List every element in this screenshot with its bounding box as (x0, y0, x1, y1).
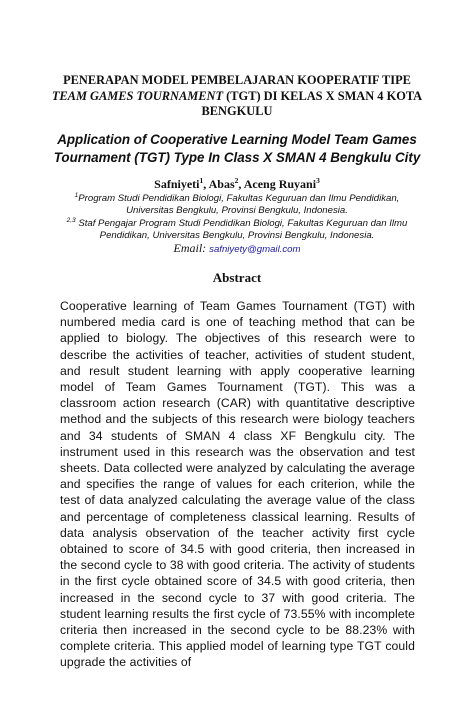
title-line-3: BENGKULU (201, 104, 273, 119)
affiliation-text: Program Studi Pendidikan Biologi, Fakultas Keguruan dan Ilmu Pendidikan, (78, 193, 400, 204)
affiliation-superscript: 1 (74, 191, 79, 199)
author-list (40, 177, 434, 192)
affiliation-1 (40, 193, 434, 218)
english-title-line-1: Application of Cooperative Learning Model Team Games (57, 132, 417, 147)
author-name: Abas (208, 177, 235, 191)
author-name: Safniyeti (154, 177, 200, 191)
author-separator: , (203, 177, 209, 191)
paper-title-english (48, 131, 426, 166)
affiliation-2-line-1 (40, 218, 434, 230)
author-superscript: 2 (234, 176, 239, 185)
title-line-2-italic: TEAM GAMES TOURNAMENT (51, 88, 224, 103)
author-name: Aceng Ruyani (243, 177, 317, 191)
affiliation-2 (40, 218, 434, 243)
email-address-link[interactable]: safniyety@gmail.com (209, 244, 301, 255)
title-line-1: PENERAPAN MODEL PEMBELAJARAN KOOPERATIF TIPE (63, 73, 411, 87)
affiliation-1-line-1 (40, 193, 434, 205)
title-line-2-rest: (TGT) DI KELAS X SMAN 4 KOTA (223, 88, 423, 103)
abstract-heading: Abstract (212, 270, 262, 285)
author-superscript: 3 (316, 176, 320, 185)
abstract-body: Cooperative learning of Team Games Tournament (TGT) with numbered media card is one of teaching method that can be applied to biology. The objectives of this research were to describe the activities of teacher, activities of student student, and result student learning with apply cooperative learning model of Team Games Tournament (TGT). This was a classroom action research (CAR) with quantitative descriptive method and the subjects of this research were biology teachers and 34 students of SMAN 4 class XF Bengkulu city. The instrument used in this research was the observation and test sheets. Data collected were analyzed by calculating the average and specifies the range of values for each criterion, while the test of data analyzed calculating the average value of the class and percentage of completeness classical learning. Results of data analysis observation of the teacher activity first cycle obtained to score of 34.5 with good criteria, then increased in the second cycle to 38 with good criteria. The activity of students in the first cycle obtained score of 34.5 with good criteria, then increased in the second cycle to 37 with good criteria. The student learning results the first cycle of 73.55% with incomplete criteria then increased in the second cycle to be 88.23% with complete criteria. This applied model of learning type TGT could upgrade the activities of (60, 299, 415, 670)
title-line-2 (48, 89, 426, 105)
english-title-line-2: Tournament (TGT) Type In Class X SMAN 4 Bengkulu City (53, 149, 421, 165)
email-line (40, 241, 434, 257)
affiliation-superscript: 2,3 (66, 216, 76, 224)
author-separator: , (238, 177, 244, 191)
email-label: Email: (173, 241, 207, 255)
author-superscript: 1 (199, 176, 204, 185)
affiliation-text: Staf Pengajar Program Studi Pendidikan Biologi, Fakultas Keguruan dan Ilmu (75, 218, 408, 229)
paper-title-indonesian (48, 73, 426, 120)
affiliation-1-line-2: Universitas Bengkulu, Provinsi Bengkulu, Indonesia. (126, 205, 348, 217)
affiliation-2-line-2: Pendidikan, Universitas Bengkulu, Provinsi Bengkulu, Indonesia. (99, 230, 375, 242)
